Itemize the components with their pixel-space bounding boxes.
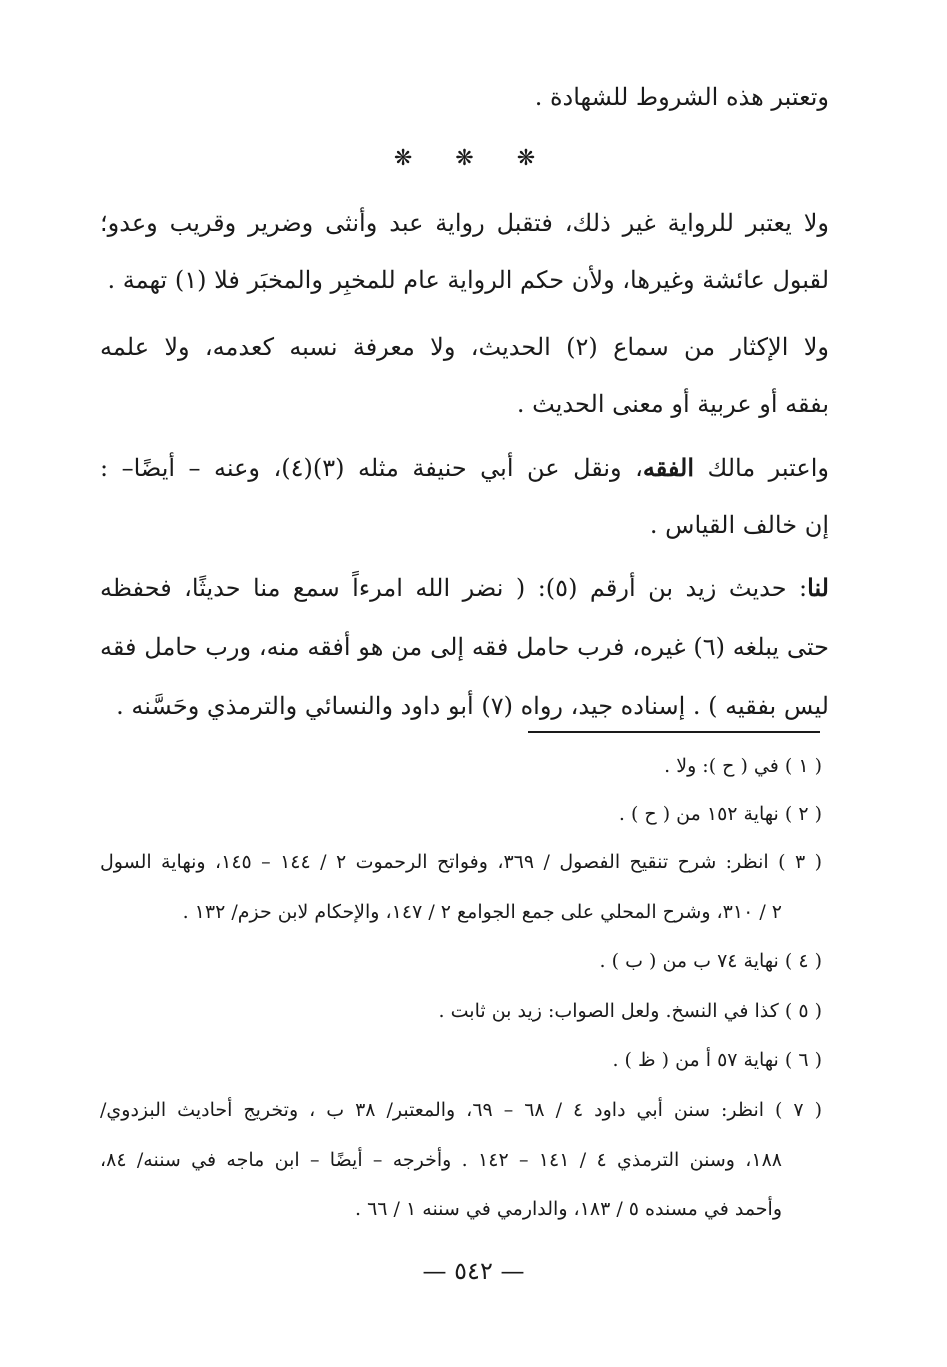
- page-number: — ٥٤٢ —: [422, 1257, 525, 1285]
- body-line-10: ليس بفقيه ) . إسناده جيد، رواه (٧) أبو داود والنسائي والترمذي وحَسَّنه .: [116, 692, 829, 720]
- body-line-4: ولا الإكثار من سماع (٢) الحديث، ولا معرفة نسبه كعدمه، ولا علمه: [100, 333, 829, 361]
- footnote-separator-rule: [528, 731, 820, 733]
- body-line-1: وتعتبر هذه الشروط للشهادة .: [534, 83, 829, 111]
- footnote-3-line-1: ( ٣ ) انظر: شرح تنقيح الفصول / ٣٦٩، وفواتح الرحموت ٢ / ١٤٤ – ١٤٥، ونهاية السول: [100, 851, 822, 873]
- footnote-7-line-3: وأحمد في مسنده ٥ / ١٨٣، والدارمي في سننه ١ / ٦٦ .: [355, 1198, 782, 1220]
- body-line-2: ولا يعتبر للرواية غير ذلك، فتقبل رواية عبد وأنثى وضرير وقريب وعدو؛: [100, 209, 829, 237]
- body-line-5: بفقه أو عربية أو معنى الحديث .: [516, 390, 829, 418]
- body-line-8-rest: : حديث زيد بن أرقم (٥): ( نضر الله امرءاً سمع منا حديثًا، فحفظه: [100, 574, 808, 602]
- footnote-5: ( ٥ ) كذا في النسخ. ولعل الصواب: زيد بن ثابت .: [438, 1000, 822, 1022]
- body-line-6-end: ، ونقل عن أبي حنيفة مثله (٣)(٤)، وعنه – أيضًا– :: [100, 454, 643, 482]
- body-line-7: إن خالف القياس .: [649, 511, 829, 539]
- footnote-1: ( ١ ) في ( ح ): ولا .: [664, 755, 822, 777]
- footnote-2: ( ٢ ) نهاية ١٥٢ من ( ح ) .: [618, 803, 822, 825]
- section-separator-stars: ❋ ❋ ❋: [393, 146, 554, 171]
- body-line-9: حتى يبلغه (٦) غيره، فرب حامل فقه إلى من هو أفقه منه، ورب حامل فقه: [100, 633, 829, 661]
- footnote-4: ( ٤ ) نهاية ٧٤ ب من ( ب ) .: [599, 950, 822, 972]
- footnote-6: ( ٦ ) نهاية ٥٧ أ من ( ظ ) .: [612, 1049, 822, 1071]
- footnote-7-line-1: ( ٧ ) انظر: سنن أبي داود ٤ / ٦٨ – ٦٩، والمعتبر/ ٣٨ ب ، وتخريج أحاديث البزدوي/: [100, 1099, 822, 1121]
- body-line-6: [100, 448, 829, 488]
- body-line-6-start: واعتبر مالك: [694, 454, 829, 482]
- body-line-3: لقبول عائشة وغيرها، ولأن حكم الرواية عام للمخبِر والمخبَر فلا (١) تهمة .: [107, 266, 829, 294]
- footnote-3-line-2: ٢ / ٣١٠، وشرح المحلي على جمع الجوامع ٢ / ١٤٧، والإحكام لابن حزم/ ١٣٢ .: [182, 901, 782, 923]
- footnote-7-line-2: ١٨٨، وسنن الترمذي ٤ / ١٤١ – ١٤٢ . وأخرجه – أيضًا – ابن ماجه في سننه/ ٨٤،: [100, 1149, 782, 1171]
- body-line-8: [100, 568, 829, 608]
- bold-term-lana: لنا: [807, 573, 829, 602]
- bold-term-fiqh: الفقه: [642, 453, 695, 482]
